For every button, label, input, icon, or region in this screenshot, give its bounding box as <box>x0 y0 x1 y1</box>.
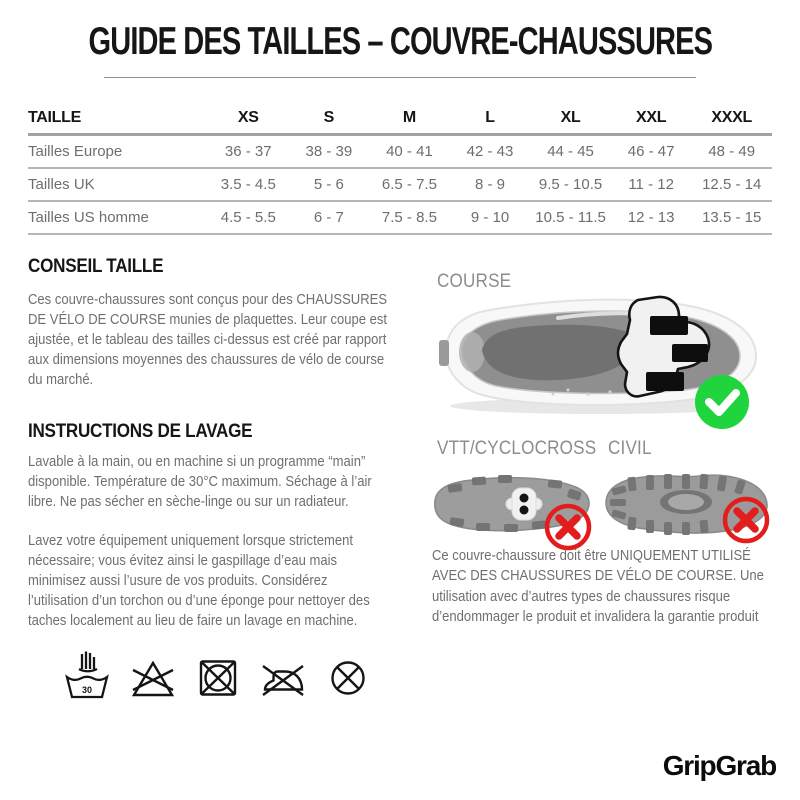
column-header: L <box>485 109 495 126</box>
instructions-lavage-heading-text: INSTRUCTIONS DE LAVAGE <box>28 421 253 442</box>
mtb-shoe-illustration <box>430 460 595 555</box>
size-value: 48 - 49 <box>708 143 756 160</box>
no-dry-clean-icon <box>326 656 370 700</box>
conseil-taille-heading-text: CONSEIL TAILLE <box>28 256 164 277</box>
mtb-shoe-sole-image <box>430 460 595 555</box>
size-value: 8 - 9 <box>474 176 505 193</box>
laundry-care-icons <box>64 648 370 700</box>
size-value: 7.5 - 8.5 <box>381 209 437 226</box>
column-header: XXL <box>636 109 667 126</box>
size-value: 10.5 - 11.5 <box>535 209 606 226</box>
usage-warning-text: Ce couvre-chaussure doit être UNIQUEMENT UTILISÉ AVEC DES CHAUSSURES DE VÉLO DE COURSE. Une utilisation avec d’autres types de chaussures risque d’endommager le produit et invalidera la garantie produit <box>432 548 764 625</box>
size-table <box>28 103 772 235</box>
size-value: 6.5 - 7.5 <box>381 176 437 193</box>
size-value: 4.5 - 5.5 <box>220 209 276 226</box>
no-bleach-icon <box>131 656 175 700</box>
table-row <box>28 202 772 235</box>
table-row <box>28 169 772 202</box>
road-shoe-sole-image <box>438 288 768 433</box>
hand-wash-30-icon <box>64 648 110 700</box>
row-label: Tailles UK <box>28 176 95 193</box>
vtt-cyclocross-label-text: VTT/CYCLOCROSS <box>437 438 597 459</box>
course-label-text: COURSE <box>437 271 512 292</box>
road-shoe-illustration <box>438 288 768 433</box>
size-value: 42 - 43 <box>466 143 514 160</box>
size-value: 38 - 39 <box>305 143 353 160</box>
size-value: 9.5 - 10.5 <box>538 176 603 193</box>
row-label: Tailles Europe <box>28 143 123 160</box>
size-value: 12.5 - 14 <box>702 176 762 193</box>
size-value: 44 - 45 <box>547 143 594 160</box>
gripgrab-logo: GripGrab <box>662 750 776 781</box>
size-value: 36 - 37 <box>224 143 272 160</box>
conseil-taille-body: Ces couvre-chaussures sont conçus pour des CHAUSSURES DE VÉLO DE COURSE munies de plaquettes. Leur coupe est ajustée, et le tableau des tailles ci-dessus est créé par rapport aux dimensions moyennes des chaussures de vélo de course du marché. <box>28 292 388 388</box>
size-value: 13.5 - 15 <box>702 209 762 226</box>
table-row <box>28 136 772 169</box>
instructions-lavage-heading <box>28 421 277 443</box>
column-header: M <box>402 109 416 126</box>
page-title-wrap <box>0 18 800 63</box>
lavage-paragraph-1: Lavable à la main, ou en machine si un programme “main” disponible. Température de 30°C maximum. Séchage à l’air libre. Ne pas sécher en sèche-linge ou sur un radiateur. <box>28 454 372 510</box>
conseil-taille-heading <box>28 256 178 278</box>
size-value: 46 - 47 <box>627 143 675 160</box>
no-iron-icon <box>261 656 305 700</box>
size-value: 6 - 7 <box>313 209 344 226</box>
page-title: GUIDE DES TAILLES – COUVRE-CHAUSSURES <box>88 18 712 63</box>
column-header: S <box>323 109 335 126</box>
no-tumble-dry-icon <box>196 656 240 700</box>
svg-text:30: 30 <box>81 685 93 695</box>
column-header: XXXL <box>711 109 752 126</box>
size-value: 5 - 6 <box>313 176 344 193</box>
size-table-header-row <box>28 103 772 136</box>
title-divider <box>104 77 696 78</box>
size-value: 11 - 12 <box>628 176 674 193</box>
lavage-paragraph-2: Lavez votre équipement uniquement lorsque strictement nécessaire; vous évitez ainsi le gaspillage d’eau mais minimisez aussi l’usure de vos produits. Considérez l’utilisation d’un torchon ou d’une éponge pour nettoyer des taches localement au lieu de faire un lavage en machine. <box>28 533 370 629</box>
row-label: Tailles US homme <box>28 209 149 226</box>
size-value: 3.5 - 4.5 <box>220 176 276 193</box>
size-value: 40 - 41 <box>386 143 433 160</box>
civil-shoe-sole-image <box>598 455 776 555</box>
size-value: 9 - 10 <box>470 209 510 226</box>
civil-label-text: CIVIL <box>608 438 652 459</box>
column-header: XS <box>237 109 259 126</box>
vtt-cyclocross-label <box>437 438 614 460</box>
civil-shoe-illustration <box>598 455 776 555</box>
column-header: XL <box>560 109 581 126</box>
column-header: TAILLE <box>28 109 82 126</box>
check-icon <box>695 375 749 429</box>
size-value: 12 - 13 <box>627 209 675 226</box>
